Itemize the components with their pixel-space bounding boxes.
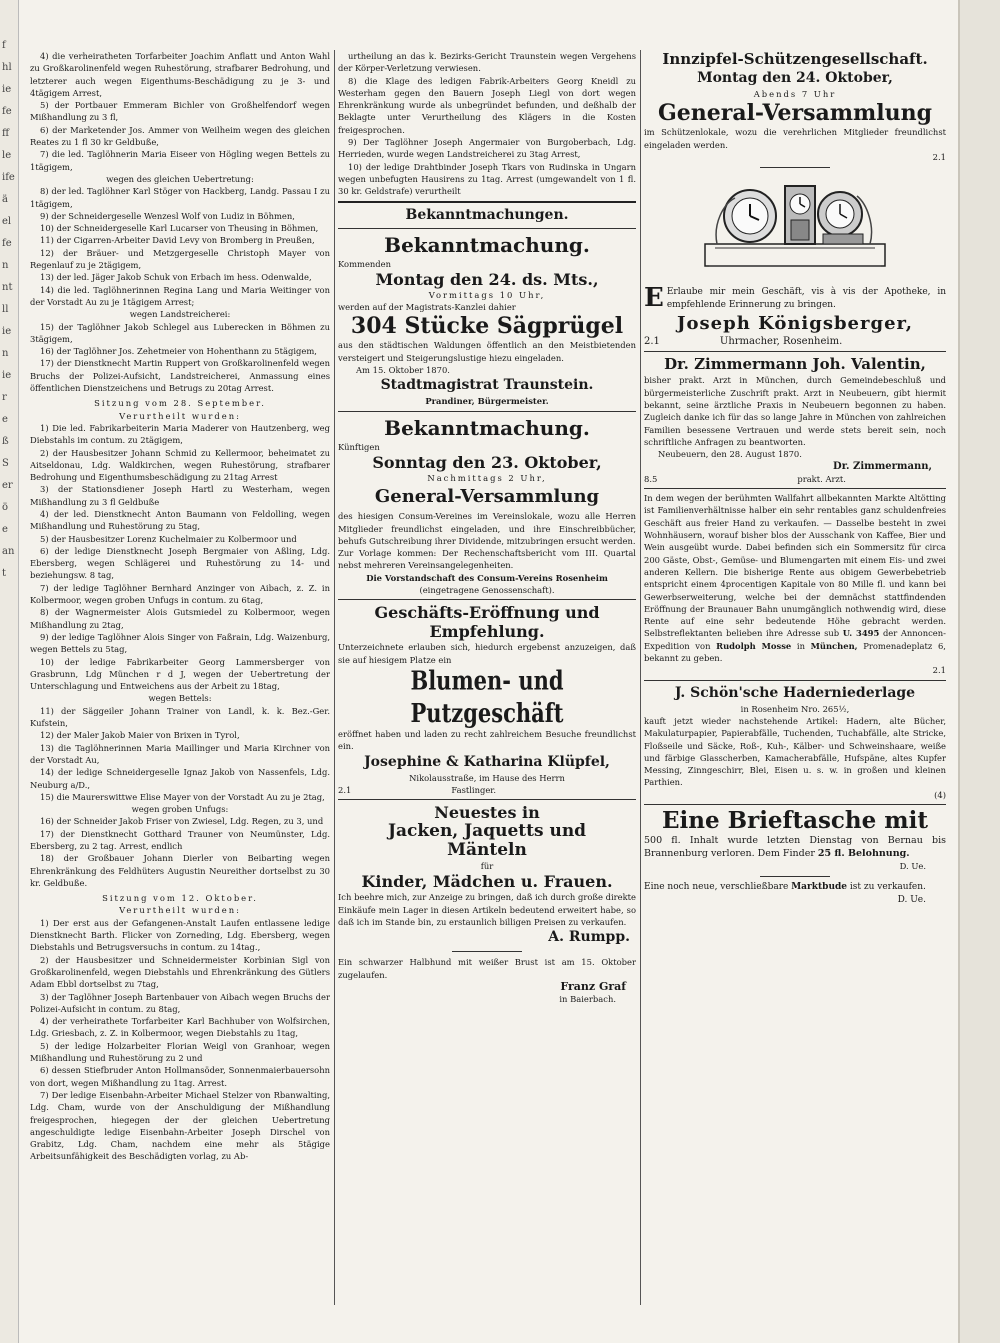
verdict-line: 4) der verheirathete Torfarbeiter Karl Bachhuber von Wolfsirchen, Ldg. Griesbach, z. Z. in Kolbermoor, wegen Diebstahls zu 1tag, (30, 1016, 330, 1039)
ad-title: Geschäfts-Eröffnung und (374, 603, 600, 623)
sale-text-end: Promenadeplatz 6, bekannt zu geben. (644, 640, 946, 664)
verdict-line: 11) der Cigarren-Arbeiter David Levy von Bromberg in Preußen, (40, 235, 315, 246)
ad-text: Ich beehre mich, zur Anzeige zu bringen, daß ich durch große direkte Einkäufe mein Lager in diesen Artikeln bedeutend erweitert habe, so daß ich im Stande bin, zu erstaunlich billigen Preisen zu verkaufen. (338, 892, 636, 927)
divider (338, 228, 636, 229)
sale-text (644, 492, 946, 664)
edge-fragment: n (2, 260, 9, 271)
verdict-line: 2) der Hausbesitzer Johann Schmid zu Kellermoor, beheimatet zu Aitseldonau, Ldg. Waldkirchen, wegen Ruhestörung, strafbarer Bedrohung und Eigenthumsbeschädigung zu 21tag Arrest (30, 447, 330, 483)
rag-dealer-address: in Rosenheim Nro. 265½, (740, 703, 850, 714)
club-time: Abends 7 Uhr (753, 89, 837, 99)
verdict-line: 16) der Taglöhner Jos. Zehetmeier von Hohenthann zu 5tägigem, (40, 346, 317, 357)
ad-event: General-Versammlung (374, 486, 600, 508)
verdict-line: 7) die led. Taglöhnerin Maria Eiseer von Högling wegen Bettels zu 1tägigem, (30, 149, 330, 172)
verdict-line: 14) der ledige Schneidergeselle Ignaz Jakob von Nassenfels, Ldg. Neuburg a/D., (30, 767, 330, 790)
session-heading: Sitzung vom 28. September. (94, 398, 266, 409)
verdict-line: 11) der Säggeiler Johann Trainer von Landl, k. k. Bez.-Ger. Kufstein, (30, 705, 330, 729)
edge-fragment: an (2, 546, 15, 557)
divider (644, 804, 946, 805)
scan-border (958, 0, 1000, 1343)
ad-title: Kinder, Mädchen u. Frauen. (361, 872, 613, 892)
ad-text: werden auf der Magistrats-Kanzlei dahier (338, 302, 516, 313)
verdict-line: 6) der Marketender Jos. Ammer von Weilheim wegen des gleichen Reates zu 1 fl 30 kr Geldbuße, (30, 124, 330, 148)
verdict-line: 3) der Taglöhner Joseph Bartenbauer von Aibach wegen Bruchs der Polizei-Aufsicht in contum. zu 8tag, (30, 991, 330, 1014)
watchmaker-trade: Uhrmacher, Rosenheim. (719, 336, 843, 348)
verdict-line: 14) die led. Taglöhnerinnen Regina Lang und Maria Weitinger von der Vorstadt Au zu je 1tägigem Arrest; (30, 284, 330, 307)
edge-fragment: ie (2, 326, 12, 337)
club-event: General-Versammlung (657, 100, 933, 127)
ad-text: aus den städtischen Waldungen öffentlich an den Meistbietenden versteigert und Steigerungslustige hiezu eingeladen. (338, 340, 636, 363)
ad-text: Zur Vorlage kommen: Der Rechenschaftsbericht vom III. Quartal nebst mehreren Vereinsangelegenheiten. (338, 548, 636, 571)
ad-title: Bekanntmachung. (384, 232, 590, 257)
lost-wallet-sign: D. Ue. (899, 860, 926, 871)
edge-fragment: S (2, 458, 9, 469)
ad-number: (4) (934, 789, 946, 800)
divider (760, 876, 830, 877)
verdict-line: 1) Die led. Fabrikarbeiterin Maria Maderer von Hautzenberg, weg Diebstahls im contum. zu 2tägigem, (30, 422, 330, 446)
ad-title: Mänteln (447, 840, 527, 861)
column-divider (334, 50, 335, 1305)
sale-city: München, (810, 640, 858, 651)
ad-text: Künftigen (338, 441, 380, 452)
divider (338, 799, 636, 800)
doctor-place-date: Neubeuern, den 28. August 1870. (658, 449, 802, 460)
ad-title: Bekanntmachung. (384, 415, 590, 440)
verdict-line: 17) der Dienstknecht Martin Ruppert von Großkarolinenfeld wegen Bruchs der Polizei-Aufsicht, Landstreicherei, Anmassung eines öffentlichen Dienstzeichens und Betrugs zu 20tag Arrest. (30, 358, 330, 394)
verdict-line: 1) Der erst aus der Gefangenen-Anstalt Laufen entlassene ledige Dienstknecht Barth. Flicker von Zorneding, Ldg. Ebersberg, wegen Diebstahls und Betrugsversuchs in contum. zu 14tag., (30, 917, 330, 953)
ad-signature-name: Prandiner, Bürgermeister. (425, 396, 549, 407)
verdict-line: 15) die Maurerswittwe Elise Mayer von der Vorstadt Au zu je 2tag, (40, 791, 325, 802)
newspaper-page (30, 50, 958, 1310)
rag-dealer-text: kauft jetzt wieder nachstehende Artikel: Hadern, alte Bücher, Makulaturpapier, Papierabfälle, Tuchenden, Tuchabfälle, alte Stricke, Floßseile und Säcke, Roß-, Kuh-, Kälber- und Schweinshaare, weiße und färbige Glasscherben, Kamacherabfälle, Hufspäne, altes Kupfer Messing, Zinngeschirr, Blei, Eisen u. s. w. in großen und kleinen Parthien. (644, 715, 946, 788)
column-divider (640, 50, 641, 1305)
edge-fragment: f (2, 40, 6, 51)
edge-fragment: ff (2, 128, 10, 139)
ad-number: 2.1 (644, 336, 660, 348)
lost-wallet-text-body: 500 fl. Inhalt wurde letzten Dienstag von Bernau bis Brannenburg verloren. Dem Finder (644, 834, 946, 859)
verdict-line: 6) dessen Stiefbruder Anton Hollmansöder, Sonnenmaierbauersohn von dort, wegen Mißhandlung zu 1tag. Arrest. (30, 1065, 330, 1088)
edge-fragment: el (2, 216, 12, 227)
divider (644, 680, 946, 681)
market-booth-sign: D. Ue. (897, 894, 926, 905)
verdict-line: 8) die Klage des ledigen Fabrik-Arbeiters Georg Kneidl zu Westerham gegen den Bauern Joseph Liegl von dort wegen Ehrenkränkung wurde als unbegründet befunden, und deßhalb der Beklagte unter Verurtheilung des Klägers in die Kosten freigesprochen. (338, 75, 636, 135)
sale-code: U. 3495 (842, 628, 880, 639)
verdict-line: 4) der led. Dienstknecht Anton Baumann von Feldolling, wegen Mißhandlung und Ruhestörung zu 5tag, (30, 508, 330, 532)
ad-owner-names: Josephine & Katharina Klüpfel, (364, 753, 610, 770)
ad-text: Unterzeichnete erlauben sich, hiedurch ergebenst anzuzeigen, daß sie auf hiesigem Platze ein (338, 642, 636, 665)
ad-address-line (338, 784, 636, 796)
ad-number: 2.1 (338, 784, 352, 795)
verdict-line: 12) der Maler Jakob Maier von Brixen in Tyrol, (40, 730, 240, 741)
ad-date-line: Am 15. Oktober 1870. (356, 365, 450, 376)
edge-fragment: fe (2, 238, 12, 249)
ad-number: 2.1 (932, 151, 946, 162)
ad-text: eröffnet haben und laden zu recht zahlreichem Besuche freundlichst ein. (338, 728, 636, 752)
verdict-line: 5) der ledige Holzarbeiter Florian Weigl von Granhoar, wegen Mißhandlung und Ruhestörung zu 2 und (30, 1040, 330, 1064)
verdict-line: 10) der Schneidergeselle Karl Lucarser von Theusing in Böhmen, (40, 223, 319, 234)
verdict-line: 5) der Hausbesitzer Lorenz Kuchelmaier zu Kolbermoor und (40, 533, 297, 544)
rag-dealer-title: J. Schön'sche Haderniederlage (674, 684, 916, 701)
divider (452, 951, 522, 952)
ad-address-name: Fastlinger. (451, 784, 497, 795)
edge-fragment: ö (2, 502, 9, 513)
column-announcements (338, 50, 636, 1308)
verdict-line: wegen Landstreicherei: (129, 309, 231, 320)
lost-wallet-reward: 25 fl. Belohnung. (817, 847, 910, 859)
edge-fragment: er (2, 480, 13, 491)
edge-fragment: hl (2, 62, 12, 73)
doctor-title-line (644, 473, 946, 485)
edge-fragment: r (2, 392, 7, 403)
verdict-line: 18) der Großbauer Johann Dierler von Beibarting wegen Ehrenkränkung des Feldhüters Augustin Neureither dortselbst zu 30 kr. Geldbuße. (30, 853, 330, 888)
verdict-line: 7) Der ledige Eisenbahn-Arbeiter Michael Stelzer von Rbanwalting, Ldg. Cham, wurde von der Anschuldigung der Mißhandlung freigesprochen, hiegegen der der gleichen Uebertretung angeschuldigte ledige Eisenbahn-Arbeiter Joseph Dirschel von Grabitz, Ldg. Cham, nachdem eine mehr als 5tägige Arbeitsunfähigkeit des Beschädigten vorlag, zu Ab- (30, 1089, 330, 1162)
adjacent-page-edge (0, 0, 19, 1343)
verdict-line: 9) Der Taglöhner Joseph Angermaier von Burgoberbach, Ldg. Herrieden, wurde wegen Landstreicherei zu 3tag Arrest, (338, 137, 636, 160)
verdict-line: 10) der ledige Fabrikarbeiter Georg Lammersberger von Grasbrunn, Ldg München r d J, wegen der Uebertretung der Unterschlagung und Entweichens aus der Arbeit zu 18tag, (30, 656, 330, 692)
ad-time: Nachmittags 2 Uhr, (427, 472, 547, 483)
ad-signature: Die Vorstandschaft des Consum-Vereins Rosenheim (366, 572, 608, 583)
market-booth-text-body: Eine noch neue, verschließbare (644, 882, 789, 893)
verdict-line: 16) der Schneider Jakob Friser von Zwiesel, Ldg. Regen, zu 3, und (40, 816, 324, 827)
ad-title: Empfehlung. (429, 622, 545, 642)
session-subheading: Verurtheilt wurden: (119, 410, 241, 421)
ad-address: Nikolausstraße, im Hause des Herrn (409, 772, 565, 783)
verdict-line: 3) der Stationsdiener Joseph Hartl zu Westerham, wegen Mißhandlung zu 3 fl Geldbuße (30, 484, 330, 507)
verdict-line: 15) der Taglöhner Jakob Schlegel aus Luberecken in Böhmen zu 3tägigem, (30, 321, 330, 344)
verdict-line: 10) der ledige Drahtbinder Joseph Tkars von Rudinska in Ungarn wegen unbefugten Hausirens zu 1tag. Arrest (umgewandelt von 1 fl. 30 kr. Geldstrafe) verurtheilt (338, 161, 636, 197)
edge-fragment: le (2, 150, 12, 161)
watchmaker-text: E Erlaube mir mein Geschäft, vis à vis der Apotheke, in empfehlende Erinnerung zu bringen. (644, 283, 946, 314)
market-booth-text (644, 881, 946, 905)
section-header: Bekanntmachungen. (405, 206, 569, 223)
edge-fragment: e (2, 414, 8, 425)
divider (338, 411, 636, 412)
edge-fragment: ie (2, 370, 12, 381)
doctor-signature: Dr. Zimmermann, (833, 460, 932, 472)
club-name: Innzipfel-Schützengesellschaft. (662, 50, 928, 68)
watchmaker-name: Joseph Königsberger, (677, 313, 913, 335)
market-booth-item: Marktbude (791, 882, 848, 893)
court-verdicts-continued (338, 50, 636, 198)
ad-shop-name: Blumen- und Putzgeschäft (410, 664, 564, 729)
club-text: im Schützenlokale, wozu die verehrlichen Mitglieder freundlichst eingeladen werden. (644, 127, 946, 150)
club-date: Montag den 24. Oktober, (697, 70, 893, 86)
ad-time: Vormittags 10 Uhr, (428, 289, 546, 300)
watchmaker-text-body: Erlaube mir mein Geschäft, vis à vis der Apotheke, in empfehlende Erinnerung zu bringen. (666, 287, 946, 311)
column-advertisements (644, 50, 946, 1308)
session-heading: Sitzung vom 12. Oktober. (102, 893, 258, 904)
ad-text: Ein schwarzer Halbhund mit weißer Brust ist am 15. Oktober zugelaufen. (338, 957, 636, 980)
ad-date: Montag den 24. ds. Mts., (375, 269, 599, 289)
edge-fragment: ll (2, 304, 9, 315)
verdict-line: 5) der Portbauer Emmeram Bichler von Großhelfendorf wegen Mißhandlung zu 3 fl, (30, 100, 330, 123)
lost-wallet-title: Eine Brieftasche mit (662, 806, 928, 834)
market-booth-text-end: ist zu verkaufen. (849, 882, 926, 893)
edge-fragment: nt (2, 282, 13, 293)
ad-title: Jacken, Jaquetts und (387, 821, 587, 842)
verdict-line: 4) die verheiratheten Torfarbeiter Joachim Anflatt und Anton Wahl zu Großkarolinenfeld wegen Ruhestörung, strafbarer Bedrohung, und letzterer auch wegen Eigenthums-Beschädigung zu je 3- und 4tägigem Arrest, (30, 51, 330, 98)
edge-fragment: n (2, 348, 9, 359)
ad-signature: Stadtmagistrat Traunstein. (380, 377, 594, 394)
edge-fragment: t (2, 568, 7, 579)
edge-fragment: e (2, 524, 8, 535)
session-verdicts-list (30, 422, 330, 889)
ad-date: Sonntag den 23. Oktober, (372, 452, 602, 472)
doctor-text: bisher prakt. Arzt in München, durch Gemeindebeschluß und bürgermeisterliche Zuschrift prakt. Arzt in Neubeuern, gibt hiermit bekannt, seine ärztliche Praxis in Neubeuern begonnen zu haben. Zugleich danke ich für das so lange Jahre in München von zahlreichen Familien besessene Vertrauen und werde stets bereit sein, noch schriftliche Anfragen zu beantworten. (644, 375, 946, 447)
edge-fragment: ä (2, 194, 8, 205)
ad-item: 304 Stücke Sägprügel (350, 313, 624, 340)
verdict-line: 9) der Schneidergeselle Wenzesl Wolf von Ludiz in Böhmen, (40, 210, 295, 221)
edge-fragment: ie (2, 84, 12, 95)
edge-fragment: fe (2, 106, 12, 117)
sale-agent: Rudolph Mosse (716, 640, 792, 651)
divider (760, 167, 830, 168)
verdict-line: 12) der Bräuer- und Metzgergeselle Christoph Mayer von Regenlauf zu je 2tägigem, (30, 247, 330, 271)
verdict-line: 6) der ledige Dienstknecht Joseph Bergmaier von Aßling, Ldg. Ebersberg, wegen Schlägerei und Ruhestörung zu 14- und beziehungsw. 8 tag, (30, 545, 330, 581)
ad-number: 2.1 (932, 665, 946, 676)
sale-text-body: In dem wegen der berühmten Wallfahrt allbekannten Markte Altötting ist Familienverhältnisse halber ein sehr rentables ganz schuldenfreies Geschäft aus freier Hand zu verkaufen. — Dasselbe besteht in zwei Wohnhäusern, worauf bisher blos der Ausschank von Kaffee, Bier und Wein ausgeübt wurde. Dabei befinden sich ein Sommersitz für circa 200 Gäste, Obst-, Gemüse- und Blumengarten mit einem Eis- und zwei anderen Kellern. Die bisherige Rente aus obigem Gewerbebetrieb entspricht einem 4procentigen Kapitale von 80 Mille fl. und kann bei Gewerbserweiterung, welche bei der demnächst stattfindenden Eröffnung der Braunauer Bahn unumgänglich nothwendig wird, diese Rente auf eine sehr bedeutende Höhe gebracht werden. Selbstreflektanten belieben ihre Adresse sub (644, 493, 946, 639)
edge-fragment: ife (2, 172, 15, 183)
doctor-title: prakt. Arzt. (797, 473, 846, 484)
verdict-line: 13) der led. Jäger Jakob Schuk von Erbach im hess. Odenwalde, (40, 272, 312, 283)
ad-number: 8.5 (644, 473, 658, 484)
ad-signature-note: (eingetragene Genossenschaft). (419, 585, 555, 596)
ad-text: des hiesigen Consum-Vereines im Vereinslokale, wozu alle Herren Mitglieder freundlichst eingeladen, und ihre Einschreibbücher, behufs Gutschreibung ihrer Dividende, mitzubringen ersucht werden. (338, 511, 636, 546)
verdict-line: 9) der ledige Taglöhner Alois Singer von Faßrain, Ldg. Waizenburg, wegen Bettels zu 5tag, (30, 631, 330, 655)
sale-text-more: der Annoncen-Expedition von (644, 628, 946, 651)
divider (338, 599, 636, 600)
court-verdicts-list (30, 50, 330, 394)
verdict-line: wegen des gleichen Uebertretung: (106, 173, 254, 184)
verdict-line: 17) der Dienstknecht Gotthard Trauner von Neumünster, Ldg. Ebersberg, zu 2 tag. Arrest, endlich (30, 828, 330, 851)
divider (338, 201, 636, 203)
session-subheading: Verurtheilt wurden: (119, 905, 241, 916)
verdict-line: 8) der Wagnermeister Alois Gutsmiedel zu Kolbermoor, wegen Mißhandlung zu 2tag, (30, 607, 330, 630)
divider (644, 351, 946, 352)
verdict-line: wegen groben Unfugs: (131, 804, 229, 815)
sale-text-in: in (796, 640, 805, 651)
ad-signature-place: in Baierbach. (559, 994, 616, 1005)
ad-text: für (480, 861, 494, 872)
verdict-line: urtheilung an das k. Bezirks-Gericht Traunstein wegen Vergehens der Körper-Verletzung verwiesen. (338, 51, 636, 74)
verdict-line: wegen Bettels: (148, 693, 212, 704)
lost-wallet-text (644, 834, 946, 860)
divider (644, 488, 946, 489)
session-verdicts-list (30, 917, 330, 1163)
verdict-line: 2) der Hausbesitzer und Schneidermeister Korbinian Sigl von Großkarolinenfeld, wegen Diebstahls und Ehrenkränkung des Gütlers Adam Ebbl dortselbst zu 7tag, (30, 954, 330, 990)
watchmaker-trade-line (644, 336, 946, 348)
verdict-line: 13) die Taglöhnerinnen Maria Maillinger und Maria Kirchner von der Vorstadt Au, (30, 742, 330, 765)
ad-title: Neuestes in (434, 803, 540, 823)
ad-signature: A. Rumpp. (548, 929, 630, 946)
clocks-ornament (695, 174, 895, 278)
verdict-line: 8) der led. Taglöhner Karl Stöger von Hackberg, Landg. Passau I zu 1tägigem, (30, 186, 330, 209)
column-court-reports (30, 50, 330, 1308)
ad-text: Kommenden (338, 258, 392, 269)
edge-fragment: ß (2, 436, 9, 447)
ad-signature: Franz Graf (560, 979, 626, 993)
doctor-name: Dr. Zimmermann Joh. Valentin, (664, 355, 926, 374)
verdict-line: 7) der ledige Taglöhner Bernhard Anzinger von Aibach, z. Z. in Kolbermoor, wegen groben Unfugs in contum. zu 6tag, (30, 582, 330, 606)
